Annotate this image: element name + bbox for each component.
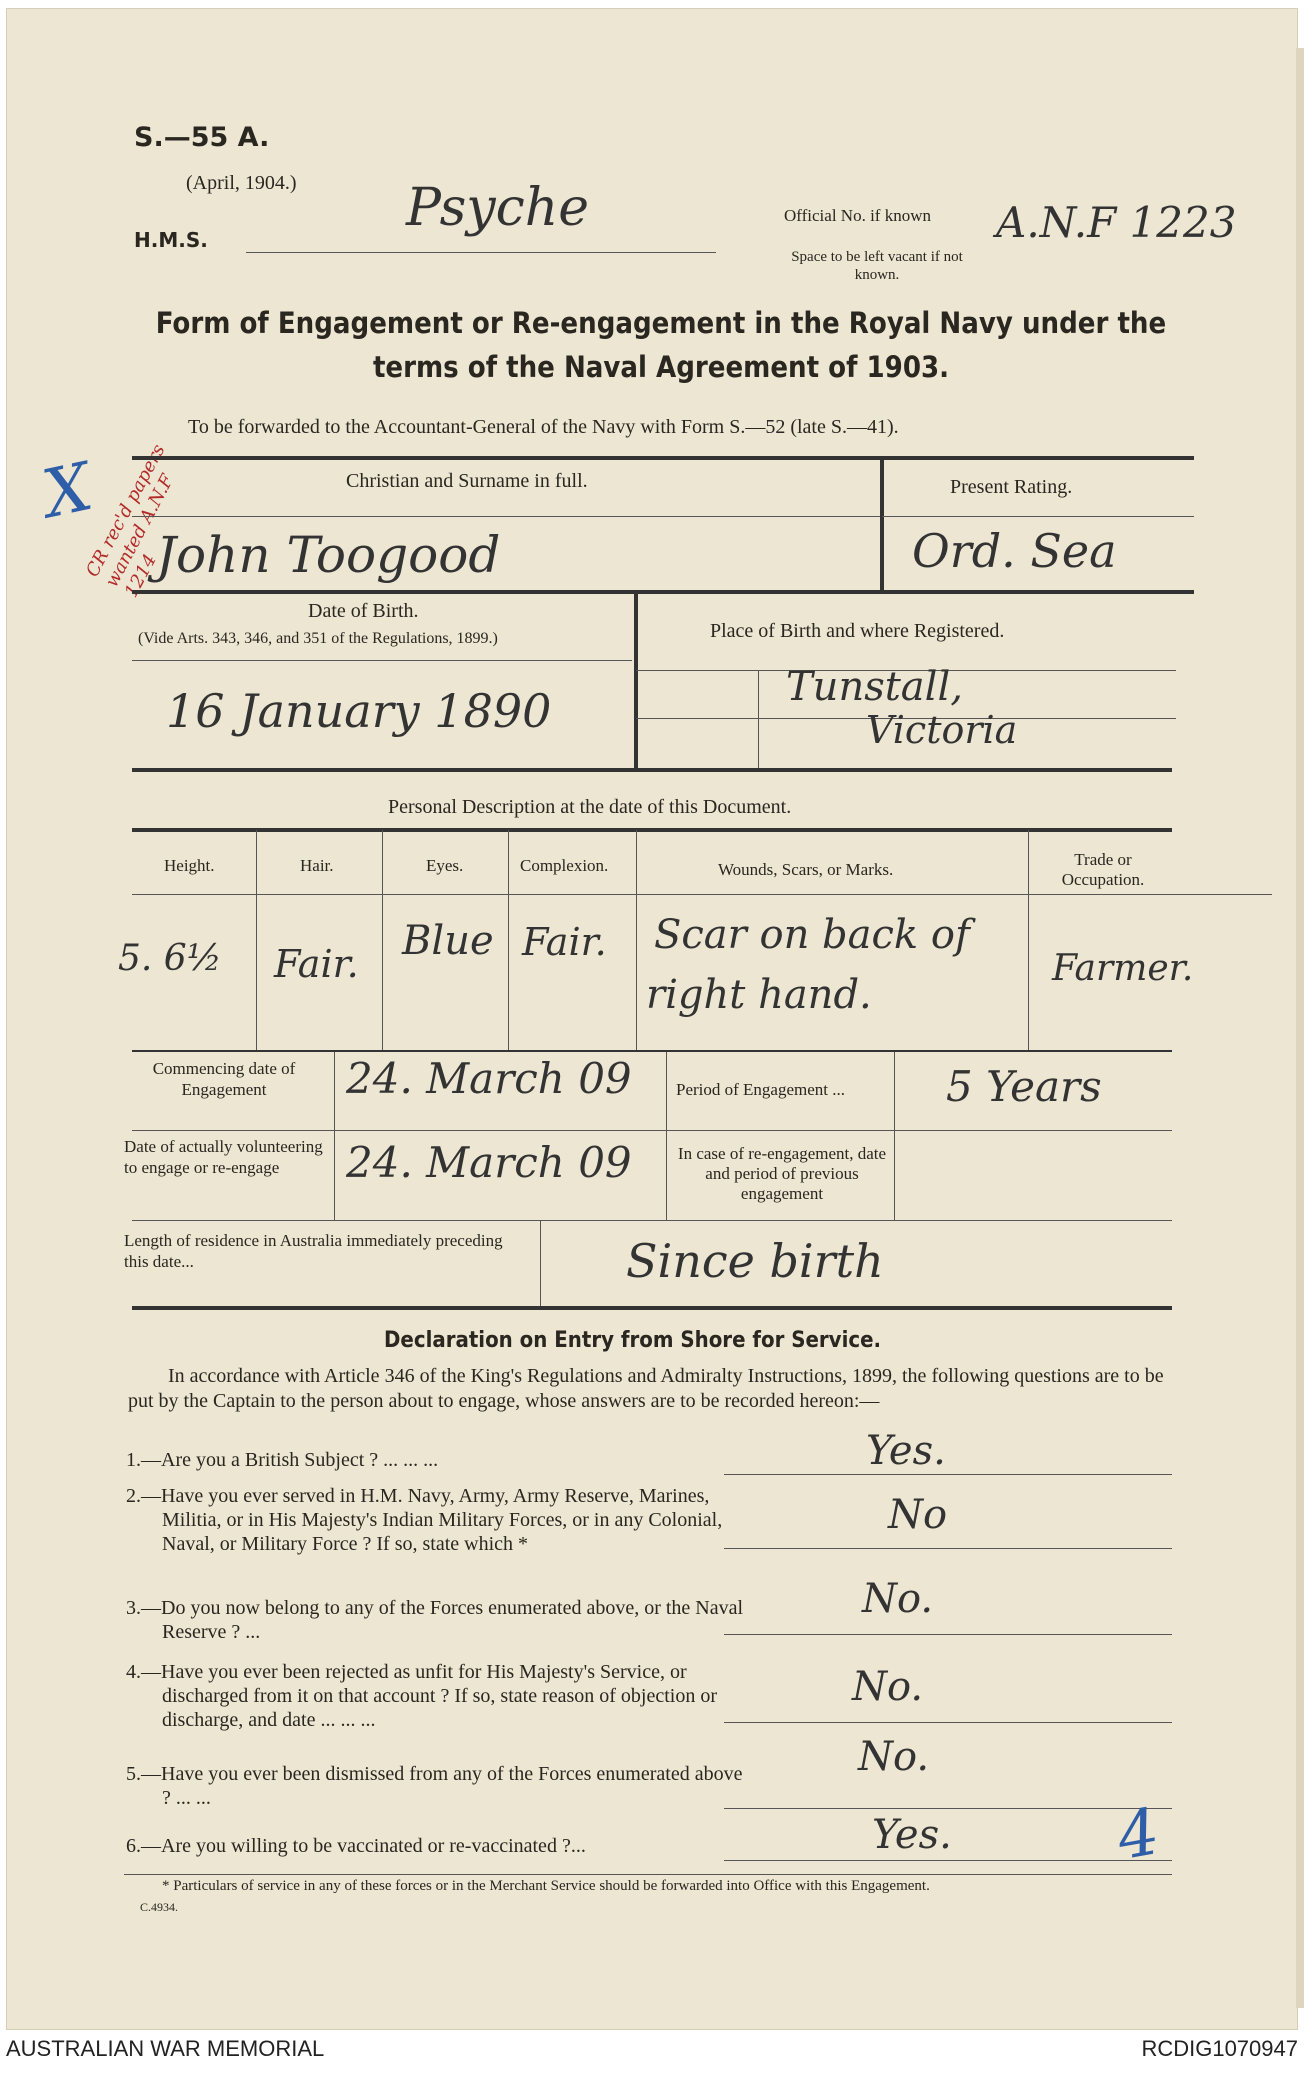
marks-value-line2: right hand. (646, 972, 872, 1018)
form-title-line2: terms of the Naval Agreement of 1903. (372, 350, 950, 384)
forward-note: To be forwarded to the Accountant-General of the Navy with Form S.—52 (late S.—41). (188, 416, 899, 438)
form-title-line1: Form of Engagement or Re-engagement in the Royal Navy under the (155, 306, 1167, 340)
declaration-intro: In accordance with Article 346 of the King's Regulations and Admiralty Instructions, 1899, the following questions are to be put by the Captain to the person about to engage, whose answers are to be recorded hereon:— (128, 1365, 1164, 1412)
trade-value: Farmer. (1052, 948, 1194, 989)
answer-3: No. (862, 1576, 934, 1622)
answer-6: Yes. (872, 1812, 952, 1858)
col-hair: Hair. (300, 856, 334, 875)
volunteer-label: Date of actually volunteering to engage or re-engage (124, 1137, 323, 1177)
answer-4: No. (852, 1664, 924, 1710)
blue-corner-mark: 4 (1111, 1795, 1165, 1875)
rating-label: Present Rating. (950, 476, 1073, 498)
eyes-value: Blue (402, 918, 494, 964)
hms-label: H.M.S. (134, 228, 208, 252)
declaration-heading: Declaration on Entry from Shore for Service. (384, 1328, 882, 1353)
description-heading: Personal Description at the date of this Document. (388, 796, 792, 818)
print-code: C.4934. (140, 1900, 179, 1914)
answer-2: No (888, 1492, 948, 1538)
complexion-value: Fair. (522, 920, 607, 964)
place-of-birth-line1: Tunstall, (786, 664, 963, 710)
blue-x-mark: X (36, 447, 99, 534)
footnote: * Particulars of service in any of these forces or in the Merchant Service should be forwarded into Office with this Engagement. (162, 1878, 930, 1894)
official-no: A.N.F 1223 (996, 198, 1237, 247)
present-rating: Ord. Sea (912, 524, 1117, 578)
footer-right-caption: RCDIG1070947 (1141, 2036, 1298, 2061)
commencing-label: Commencing date of Engagement (152, 1059, 296, 1099)
space-note: Space to be left vacant if not known. (791, 249, 963, 283)
dob-note: (Vide Arts. 343, 346, and 351 of the Regulations, 1899.) (138, 630, 498, 647)
residence-value: Since birth (626, 1234, 884, 1288)
reengage-label: In case of re-engagement, date and period of previous engagement (677, 1144, 887, 1203)
pob-label: Place of Birth and where Registered. (710, 620, 1005, 642)
col-eyes: Eyes. (426, 856, 464, 875)
question-2: 2.—Have you ever served in H.M. Navy, Army, Army Reserve, Marines, Militia, or in His Majesty's Indian Military Forces, or in any Colonial, Naval, or Military Force ? If so, state which * (126, 1485, 723, 1555)
height-value: 5. 6½ (118, 938, 222, 979)
volunteer-date: 24. March 09 (346, 1138, 632, 1187)
question-6: 6.—Are you willing to be vaccinated or re-vaccinated ?... (126, 1835, 586, 1857)
period-label: Period of Engagement ... (676, 1080, 846, 1099)
question-5: 5.—Have you ever been dismissed from any of the Forces enumerated above ? ... ... (126, 1763, 743, 1809)
name-label: Christian and Surname in full. (346, 470, 588, 492)
hair-value: Fair. (274, 942, 359, 986)
col-complexion: Complexion. (520, 856, 609, 875)
footer-left-caption: AUSTRALIAN WAR MEMORIAL (6, 2036, 325, 2061)
form-code: S.—55 A. (134, 122, 270, 153)
question-3: 3.—Do you now belong to any of the Forces enumerated above, or the Naval Reserve ? ... (126, 1597, 744, 1643)
question-4: 4.—Have you ever been rejected as unfit for His Majesty's Service, or discharged from it on that account ? If so, state reason of objection or discharge, and date ... ... ... (126, 1661, 718, 1731)
date-of-birth: 16 January 1890 (166, 684, 552, 738)
residence-label: Length of residence in Australia immediately preceding this date... (124, 1231, 503, 1271)
commencing-date: 24. March 09 (346, 1054, 632, 1103)
form-date: (April, 1904.) (186, 172, 297, 194)
dob-label: Date of Birth. (308, 600, 419, 622)
marks-value-line1: Scar on back of (654, 912, 970, 958)
red-handwritten-note: CR rec'd papers wanted A.N.F 1214 (81, 440, 179, 602)
full-name: John Toogood (156, 526, 501, 584)
answer-1: Yes. (866, 1428, 946, 1474)
col-height: Height. (164, 856, 215, 875)
document-page (6, 8, 1298, 2030)
official-no-label: Official No. if known (784, 206, 931, 225)
col-marks: Wounds, Scars, or Marks. (718, 860, 894, 879)
question-1: 1.—Are you a British Subject ? ... ... ... (126, 1449, 439, 1471)
ship-name: Psyche (406, 178, 590, 238)
col-trade: Trade or Occupation. (1061, 850, 1145, 889)
answer-5: No. (858, 1734, 930, 1780)
place-of-birth-line2: Victoria (866, 708, 1018, 752)
period-value: 5 Years (946, 1062, 1102, 1111)
